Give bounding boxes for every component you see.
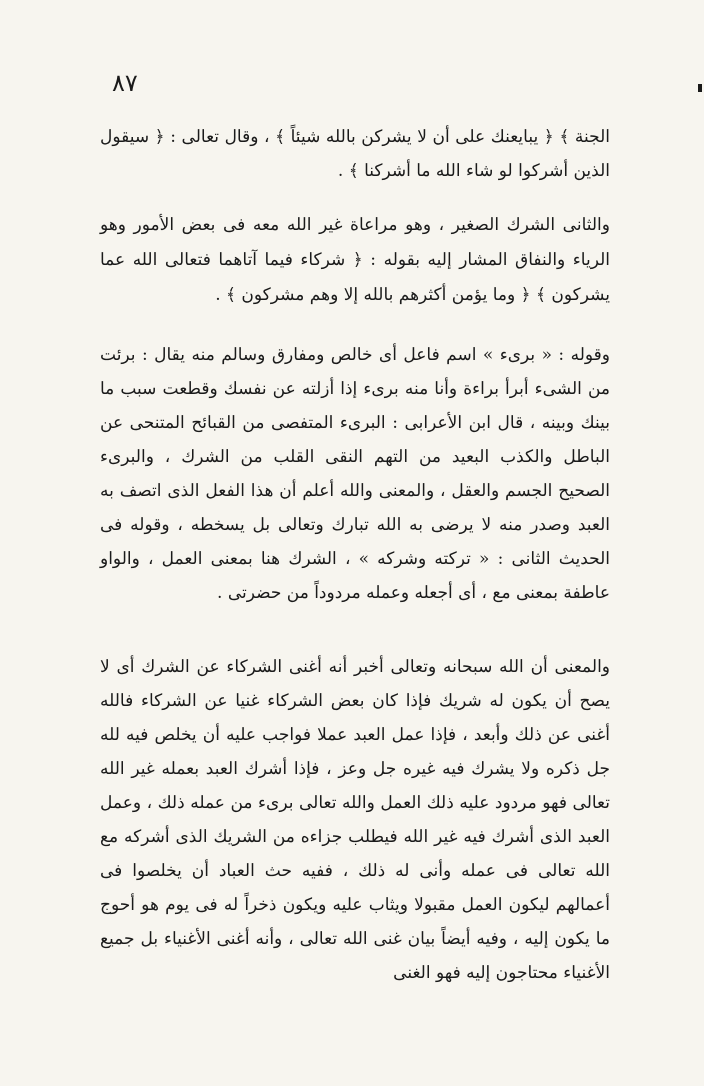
paragraph-2-block [100,208,610,313]
page-number: ٨٧ [112,69,138,97]
paragraph-3-block [100,338,610,610]
page-edge-mark [698,84,702,92]
paragraph-4-block [100,650,610,990]
paragraph-4: والمعنى أن الله سبحانه وتعالى أخبر أنه أغنى الشركاء عن الشرك أى لا يصح أن يكون له شريك فإذا كان بعض الشركاء غنيا عن الشركاء فالله أغنى عن ذلك وأبعد ، فإذا عمل العبد عملا فواجب عليه أن يخلص فيه لله جل ذكره ولا يشرك فيه غيره جل وعز ، فإذا أشرك العبد بعمله غير الله تعالى فهو مردود عليه ذلك العمل والله تعالى برىء من عمله ذلك ، وعمل العبد الذى أشرك فيه غير الله فيطلب جزاءه من الشريك الذى أشركه مع الله تعالى فى عمله وأنى له ذلك ، ففيه حث العباد أن يخلصوا فى أعمالهم ليكون العمل مقبولا ويثاب عليه ويكون ذخراً له فى يوم هو أحوج ما يكون إليه ، وفيه أيضاً بيان غنى الله تعالى ، وأنه أغنى الأغنياء بل جميع الأغنياء محتاجون إليه فهو الغنى [100,657,610,983]
paragraph-3: وقوله : « برىء » اسم فاعل أى خالص ومفارق وسالم منه يقال : برئت من الشىء أبرأ براءة وأنا منه برىء إذا أزلته عن نفسك وقطعت سبب ما بينك وبينه ، قال ابن الأعرابى : البرىء المتفصى من القبائح المتنحى عن الباطل والكذب البعيد من التهم النقى القلب من الشرك ، والبرىء الصحيح الجسم والعقل ، والمعنى والله أعلم أن هذا الفعل الذى اتصف به العبد وصدر منه لا يرضى به الله تبارك وتعالى بل يسخطه ، وقوله فى الحديث الثانى : « تركته وشركه » ، الشرك هنا بمعنى العمل ، والواو عاطفة بمعنى مع ، أى أجعله وعمله مردوداً من حضرتى . [100,345,610,603]
paragraph-2: والثانى الشرك الصغير ، وهو مراعاة غير الله معه فى بعض الأمور وهو الرياء والنفاق المشار إليه بقوله : ﴿ شركاء فيما آتاهما فتعالى الله عما يشركون ﴾ ﴿ وما يؤمن أكثرهم بالله إلا وهم مشركون ﴾ . [100,215,610,305]
paragraph-1-block [100,120,610,188]
paragraph-1: الجنة ﴾ ﴿ يبايعنك على أن لا يشركن بالله شيئاً ﴾ ، وقال تعالى : ﴿ سيقول الذين أشركوا لو شاء الله ما أشركنا ﴾ . [100,127,610,181]
